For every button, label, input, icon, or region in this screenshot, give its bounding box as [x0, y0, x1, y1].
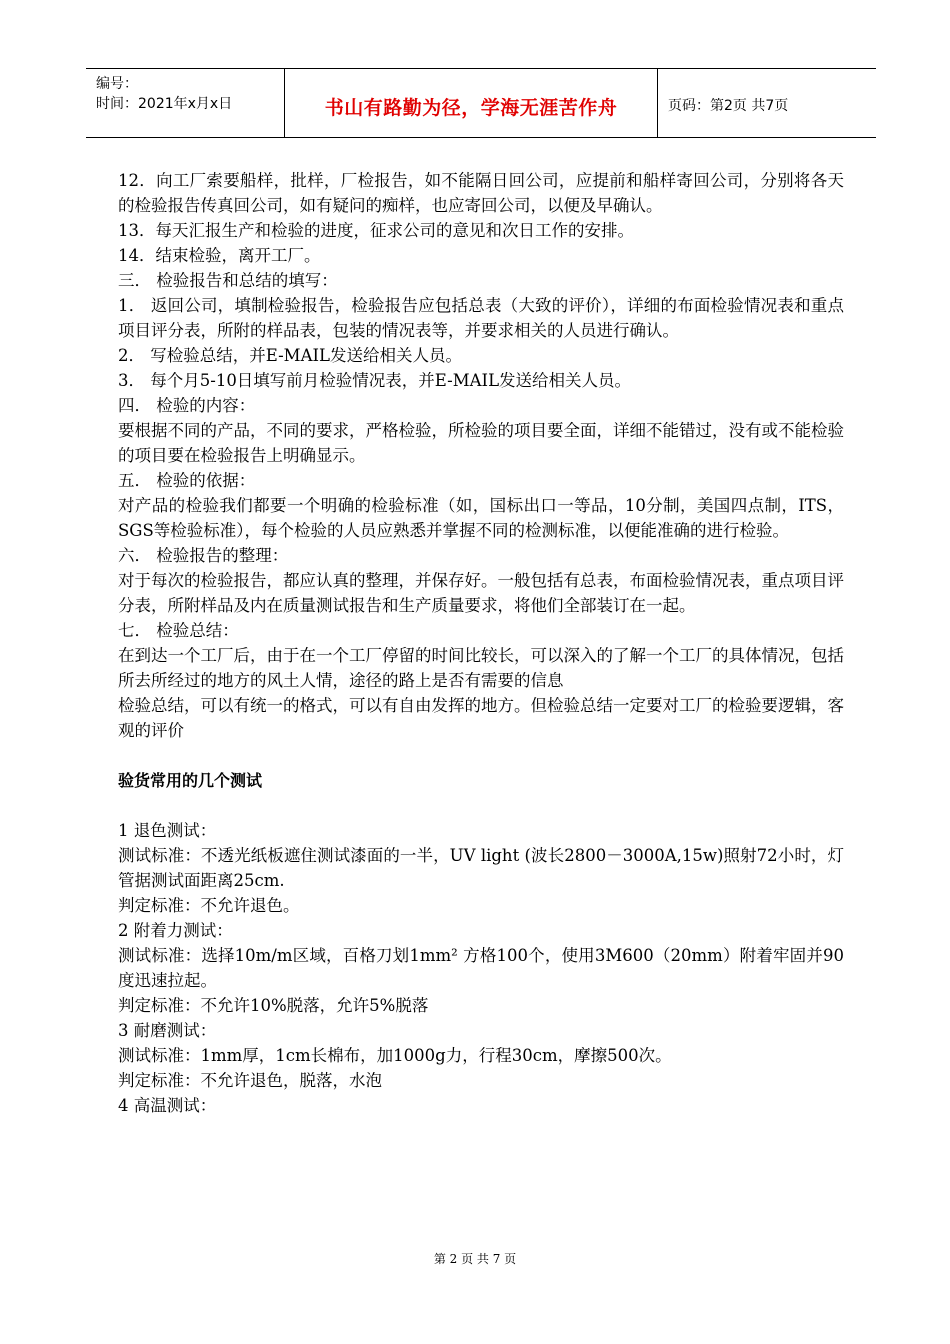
section-heading: 三． 检验报告和总结的填写： [118, 271, 338, 290]
test-heading: 1 退色测试： [118, 821, 217, 840]
paragraph: 在到达一个工厂后，由于在一个工厂停留的时间比较长，可以深入的了解一个工厂的具体情况，包括所去所经过的地方的风土人情，途径的路上是否有需要的信息 [118, 646, 844, 690]
paragraph: 检验总结，可以有统一的格式，可以有自由发挥的地方。但检验总结一定要对工厂的检验要逻辑，客观的评价 [118, 696, 844, 740]
section-heading: 五． 检验的依据： [118, 471, 256, 490]
test-paragraph: 判定标准：不允许退色。 [118, 896, 300, 915]
paragraph: 对产品的检验我们都要一个明确的检验标准（如，国标出口一等品，10分制，美国四点制，ITS，SGS等检验标准），每个检验的人员应熟悉并掌握不同的检测标准，以便能准确的进行检验。 [118, 496, 844, 540]
document-body [118, 168, 844, 1118]
test-paragraph: 测试标准：选择10m/m区域，百格刀划1mm² 方格100个，使用3M600（20mm）附着牢固并90度迅速拉起。 [118, 946, 844, 990]
section-heading: 六． 检验报告的整理： [118, 546, 289, 565]
section-heading: 四． 检验的内容： [118, 396, 256, 415]
header-motto: 书山有路勤为径，学海无涯苦作舟 [324, 97, 618, 119]
paragraph: 要根据不同的产品，不同的要求，严格检验，所检验的项目要全面，详细不能错过，没有或不能检验的项目要在检验报告上明确显示。 [118, 421, 844, 465]
page-header [86, 68, 876, 138]
paragraph: 对于每次的检验报告，都应认真的整理，并保存好。一般包括有总表，布面检验情况表，重点项目评分表，所附样品及内在质量测试报告和生产质量要求，将他们全部装订在一起。 [118, 571, 844, 615]
paragraph: 13．每天汇报生产和检验的进度，征求公司的意见和次日工作的安排。 [118, 221, 634, 240]
document-time: 时间：2021年x月x日 [96, 96, 233, 112]
spacer [118, 743, 844, 768]
document-number: 编号： [96, 76, 138, 92]
header-meta [86, 69, 284, 137]
header-page-number: 页码：第2页 共7页 [668, 98, 789, 114]
spacer [118, 793, 844, 818]
test-paragraph: 判定标准：不允许10%脱落，允许5%脱落 [118, 996, 429, 1015]
test-paragraph: 测试标准：1mm厚，1cm长棉布，加1000g力，行程30cm，摩擦500次。 [118, 1046, 672, 1065]
section-title: 验货常用的几个测试 [118, 771, 263, 790]
paragraph: 1． 返回公司，填制检验报告，检验报告应包括总表（大致的评价），详细的布面检验情况表和重点项目评分表，所附的样品表，包装的情况表等，并要求相关的人员进行确认。 [118, 296, 844, 340]
paragraph: 2． 写检验总结，并E-MAIL发送给相关人员。 [118, 346, 462, 365]
test-heading: 4 高温测试： [118, 1096, 217, 1115]
section-heading: 七． 检验总结： [118, 621, 239, 640]
header-motto-cell [284, 69, 658, 137]
header-page-cell [658, 69, 876, 137]
test-paragraph: 判定标准：不允许退色，脱落，水泡 [118, 1071, 382, 1090]
paragraph: 14．结束检验，离开工厂。 [118, 246, 321, 265]
paragraph: 3． 每个月5-10日填写前月检验情况表，并E-MAIL发送给相关人员。 [118, 371, 632, 390]
page-footer: 第 2 页 共 7 页 [433, 1252, 517, 1266]
test-paragraph: 测试标准：不透光纸板遮住测试漆面的一半，UV light (波长2800－3000A,15w)照射72小时，灯管据测试面距离25cm. [118, 846, 844, 890]
test-heading: 2 附着力测试： [118, 921, 233, 940]
test-heading: 3 耐磨测试： [118, 1021, 217, 1040]
paragraph: 12．向工厂索要船样，批样，厂检报告，如不能隔日回公司，应提前和船样寄回公司，分别将各天的检验报告传真回公司，如有疑问的痴样，也应寄回公司，以便及早确认。 [118, 171, 844, 215]
